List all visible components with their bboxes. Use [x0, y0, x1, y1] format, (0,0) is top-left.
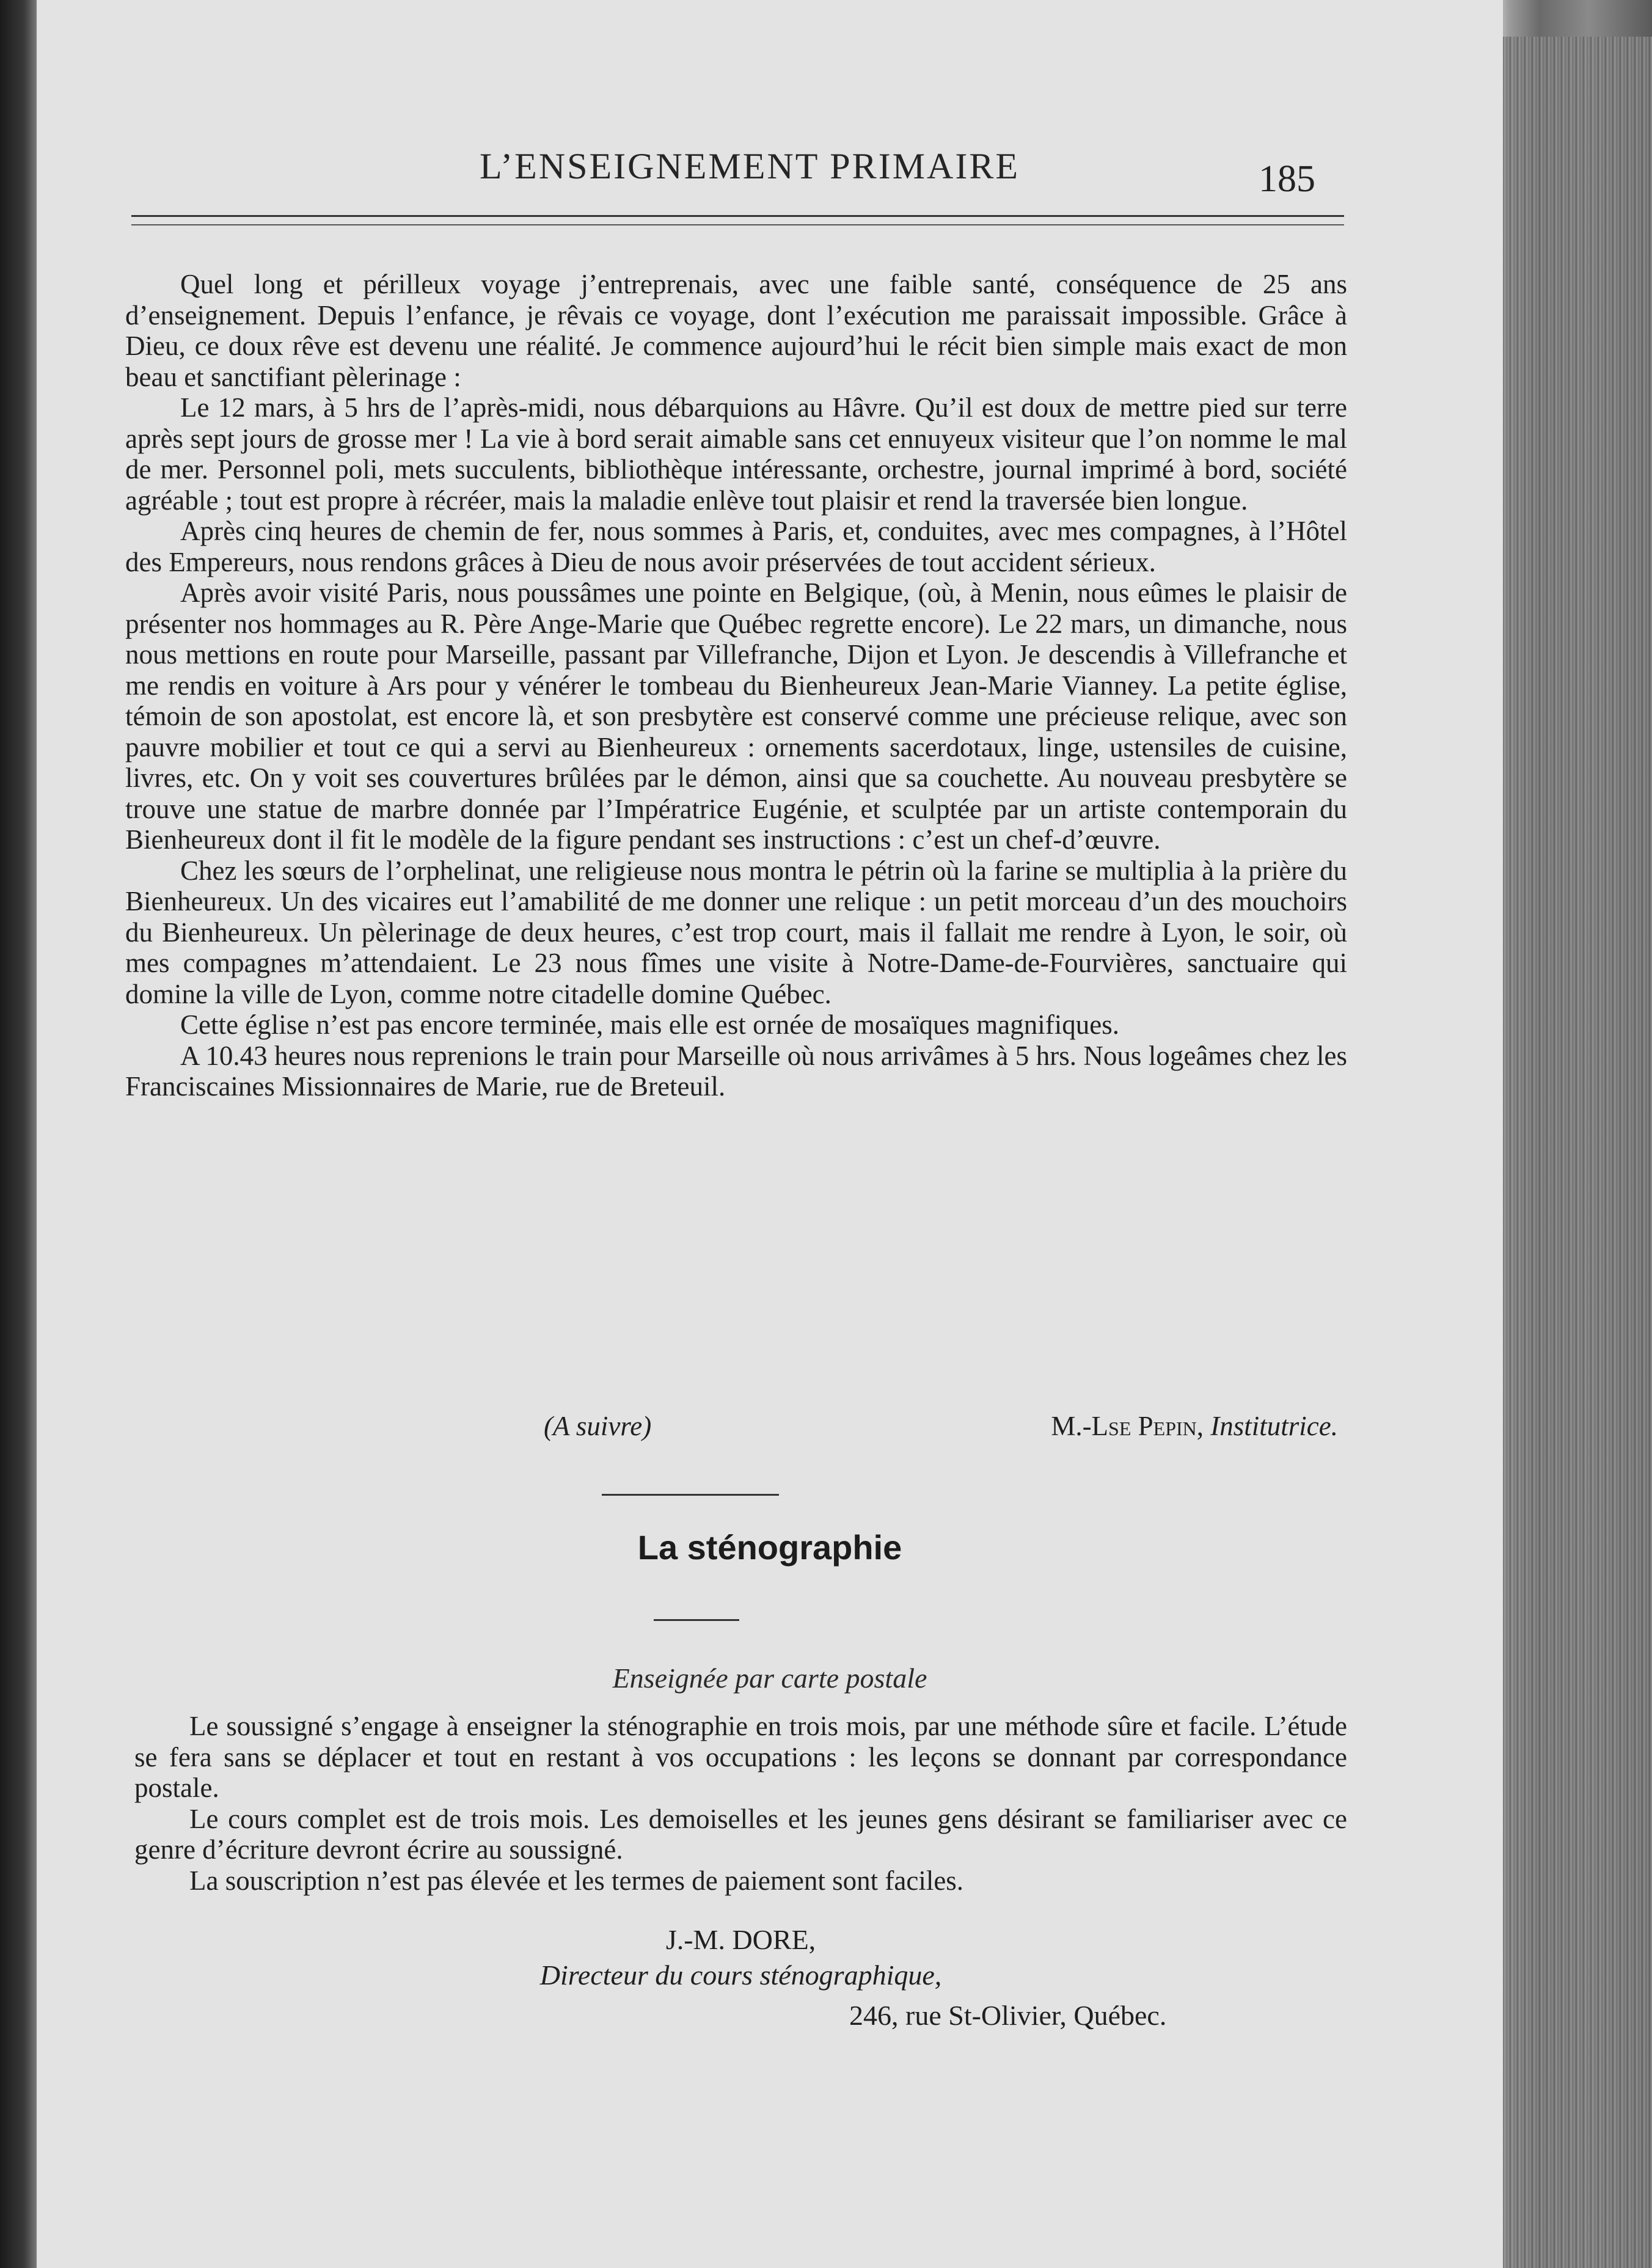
- paragraph: Le soussigné s’engage à enseigner la sténographie en trois mois, par une méthode sûre et facile. L’étude se fera sans se déplacer et tout en restant à vos occupations : les leçons se donnant par correspondance postale.: [134, 1711, 1347, 1803]
- author-name: M.-Lse Pepin,: [1051, 1411, 1204, 1441]
- paragraph: Chez les sœurs de l’orphelinat, une religieuse nous montra le pétrin où la farine se multiplia à la prière du Bienheureux. Un des vicaires eut l’amabilité de me donner une relique : un petit morceau d’un des mouchoirs du Bienheureux. Un pèlerinage de deux heures, c’est trop court, mais il fallait me rendre à Lyon, le soir, où mes compagnes m’attendaient. Le 23 nous fîmes une visite à Notre-Dame-de-Fourvières, sanctuaire qui domine la ville de Lyon, comme notre citadelle domine Québec.: [125, 855, 1347, 1009]
- author-signature: [1051, 1410, 1338, 1442]
- article-travel-narrative: [125, 269, 1347, 1102]
- ad-signature-name: J.-M. DORE,: [665, 1924, 816, 1955]
- paragraph: Quel long et périlleux voyage j’entreprenais, avec une faible santé, conséquence de 25 ans d’enseignement. Depuis l’enfance, je rêvais ce voyage, dont l’exécution me paraissait impossible. Grâce à Dieu, ce doux rêve est devenu une réalité. Je commence aujourd’hui le récit bien simple mais exact de mon beau et sanctifiant pèlerinage :: [125, 269, 1347, 392]
- page-number: 185: [1259, 158, 1315, 200]
- paragraph: La souscription n’est pas élevée et les termes de paiement sont faciles.: [189, 1865, 964, 1896]
- paragraph: A 10.43 heures nous reprenions le train pour Marseille où nous arrivâmes à 5 hrs. Nous logeâmes chez les Franciscaines Missionnaires de Marie, rue de Breteuil.: [125, 1040, 1347, 1102]
- running-title: L’ENSEIGNEMENT PRIMAIRE: [480, 146, 1020, 186]
- article-1-signature-row: [544, 1410, 1338, 1447]
- section-divider: [602, 1494, 779, 1496]
- to-follow-note: (A suivre): [544, 1411, 652, 1441]
- book-page-edges: [1499, 37, 1652, 2268]
- paragraph: Après avoir visité Paris, nous poussâmes une pointe en Belgique, (où, à Menin, nous eûmes le plaisir de présenter nos hommages au R. Père Ange-Marie que Québec regrette encore). Le 22 mars, un dimanche, nous nous mettions en route pour Marseille, passant par Villefranche, Dijon et Lyon. Je descendis à Villefranche et me rendis en voiture à Ars pour y vénérer le tombeau du Bienheureux Jean-Marie Vianney. La petite église, témoin de son apostolat, est encore là, et son presbytère est conservé comme une précieuse relique, avec son pauvre mobilier et tout ce qui a servi au Bienheureux : ornements sacerdotaux, linge, ustensiles de cuisine, livres, etc. On y voit ses couvertures brûlées par le démon, ainsi que sa couchette. Au nouveau presbytère se trouve une statue de marbre donnée par l’Impératrice Eugénie, et sculptée par un artiste contemporain du Bienheureux dont il fit le modèle de la figure pendant ses instructions : c’est un chef-d’œuvre.: [125, 577, 1347, 855]
- author-role: Institutrice.: [1210, 1411, 1338, 1441]
- paragraph: Cette église n’est pas encore terminée, mais elle est ornée de mosaïques magnifiques.: [180, 1009, 1119, 1040]
- page: [37, 0, 1503, 2268]
- paragraph: Après cinq heures de chemin de fer, nous sommes à Paris, et, conduites, avec mes compagnes, à l’Hôtel des Empereurs, nous rendons grâces à Dieu de nous avoir préservées de tout accident sérieux.: [125, 516, 1347, 577]
- section-subtitle: Enseignée par carte postale: [612, 1663, 927, 1694]
- section-title: La sténographie: [637, 1528, 902, 1567]
- paragraph: Le 12 mars, à 5 hrs de l’après-midi, nous débarquions au Hâvre. Qu’il est doux de mettre pied sur terre après sept jours de grosse mer ! La vie à bord serait aimable sans cet ennuyeux visiteur que l’on nomme le mal de mer. Personnel poli, mets succulents, bibliothèque intéressante, orchestre, journal imprimé à bord, société agréable ; tout est propre à récréer, mais la maladie enlève tout plaisir et rend la traversée bien longue.: [125, 392, 1347, 516]
- ad-signature-role: Directeur du cours sténographique,: [539, 1959, 942, 1991]
- ad-address: 246, rue St-Olivier, Québec.: [849, 2000, 1167, 2031]
- article-stenography-ad: [134, 1711, 1347, 1896]
- header-rule: [131, 215, 1344, 225]
- paragraph: Le cours complet est de trois mois. Les demoiselles et les jeunes gens désirant se familiariser avec ce genre d’écriture devront écrire au soussigné.: [134, 1803, 1347, 1865]
- title-underline: [654, 1619, 739, 1621]
